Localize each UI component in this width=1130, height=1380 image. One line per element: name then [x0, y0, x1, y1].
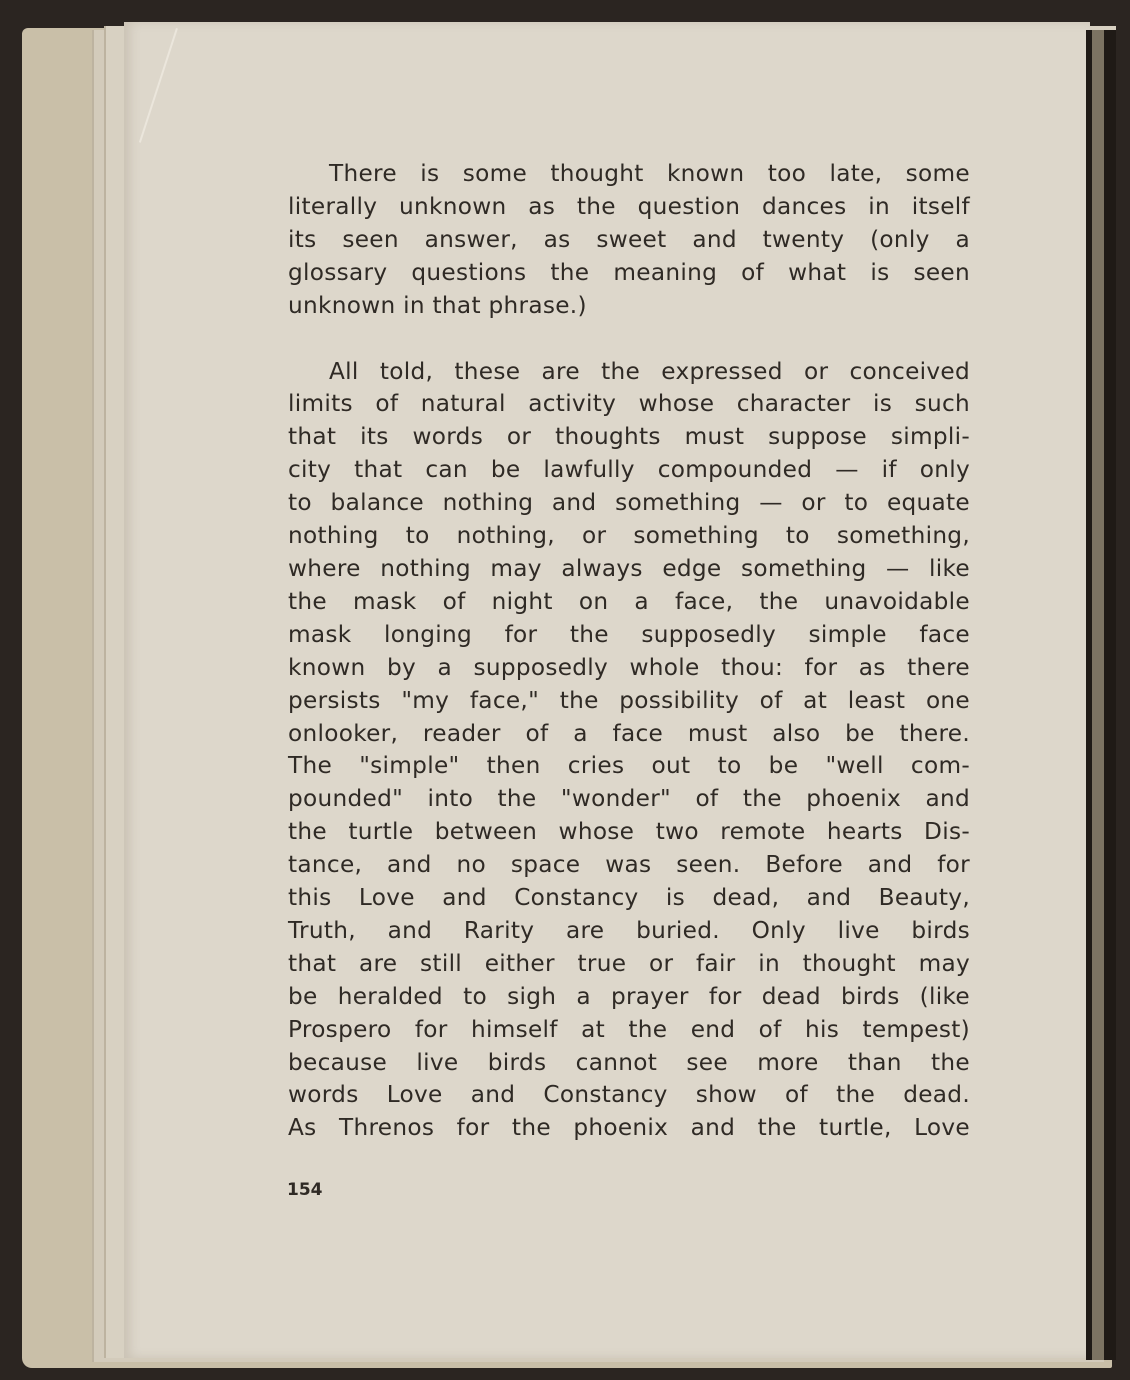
- text-line: Prospero for himself at the end of his tempest): [288, 1015, 970, 1043]
- text-line: mask longing for the supposedly simple face: [288, 620, 970, 648]
- right-page-edge-strip: [1092, 30, 1104, 1360]
- text-line: this Love and Constancy is dead, and Beauty,: [288, 884, 970, 912]
- text-line: city that can be lawfully compounded — if only: [288, 456, 970, 484]
- text-line: literally unknown as the question dances in itself: [288, 192, 970, 220]
- text-line: persists "my face," the possibility of at least one: [288, 686, 970, 714]
- text-line: known by a supposedly whole thou: for as there: [288, 653, 970, 681]
- text-line: be heralded to sigh a prayer for dead birds (like: [288, 982, 970, 1010]
- right-page-edges: [1086, 30, 1116, 1360]
- text-line: where nothing may always edge something — like: [288, 554, 970, 582]
- text-line: words Love and Constancy show of the dead.: [288, 1081, 970, 1109]
- text-line: There is some thought known too late, some: [329, 160, 970, 187]
- paragraph-2: [288, 356, 970, 1146]
- text-line: that its words or thoughts must suppose simpli-: [288, 423, 970, 451]
- page-number: 154: [287, 1180, 323, 1200]
- text-line: Truth, and Rarity are buried. Only live birds: [288, 916, 970, 944]
- text-line: pounded" into the "wonder" of the phoenix and: [288, 785, 970, 813]
- text-line: All told, these are the expressed or conceived: [329, 357, 970, 385]
- text-line: tance, and no space was seen. Before and for: [288, 851, 970, 879]
- text-line: unknown in that phrase.): [288, 291, 587, 319]
- paragraph-gap: [288, 323, 970, 356]
- text-line: As Threnos for the phoenix and the turtle, Love: [288, 1114, 970, 1142]
- text-line: The "simple" then cries out to be "well com-: [288, 752, 970, 780]
- text-line: that are still either true or fair in thought may: [288, 949, 970, 977]
- text-line: glossary questions the meaning of what is seen: [288, 258, 970, 286]
- text-line: onlooker, reader of a face must also be there.: [288, 719, 970, 747]
- text-line: the mask of night on a face, the unavoidable: [288, 587, 970, 615]
- text-line: to balance nothing and something — or to equate: [288, 489, 970, 517]
- text-line: the turtle between whose two remote hearts Dis-: [288, 818, 970, 846]
- text-line: nothing to nothing, or something to something,: [288, 522, 970, 550]
- body-text: [288, 158, 970, 1145]
- text-line: its seen answer, as sweet and twenty (only a: [288, 225, 970, 253]
- paragraph-1: [288, 158, 970, 323]
- text-line: limits of natural activity whose character is such: [288, 390, 970, 418]
- text-line: because live birds cannot see more than the: [288, 1048, 970, 1076]
